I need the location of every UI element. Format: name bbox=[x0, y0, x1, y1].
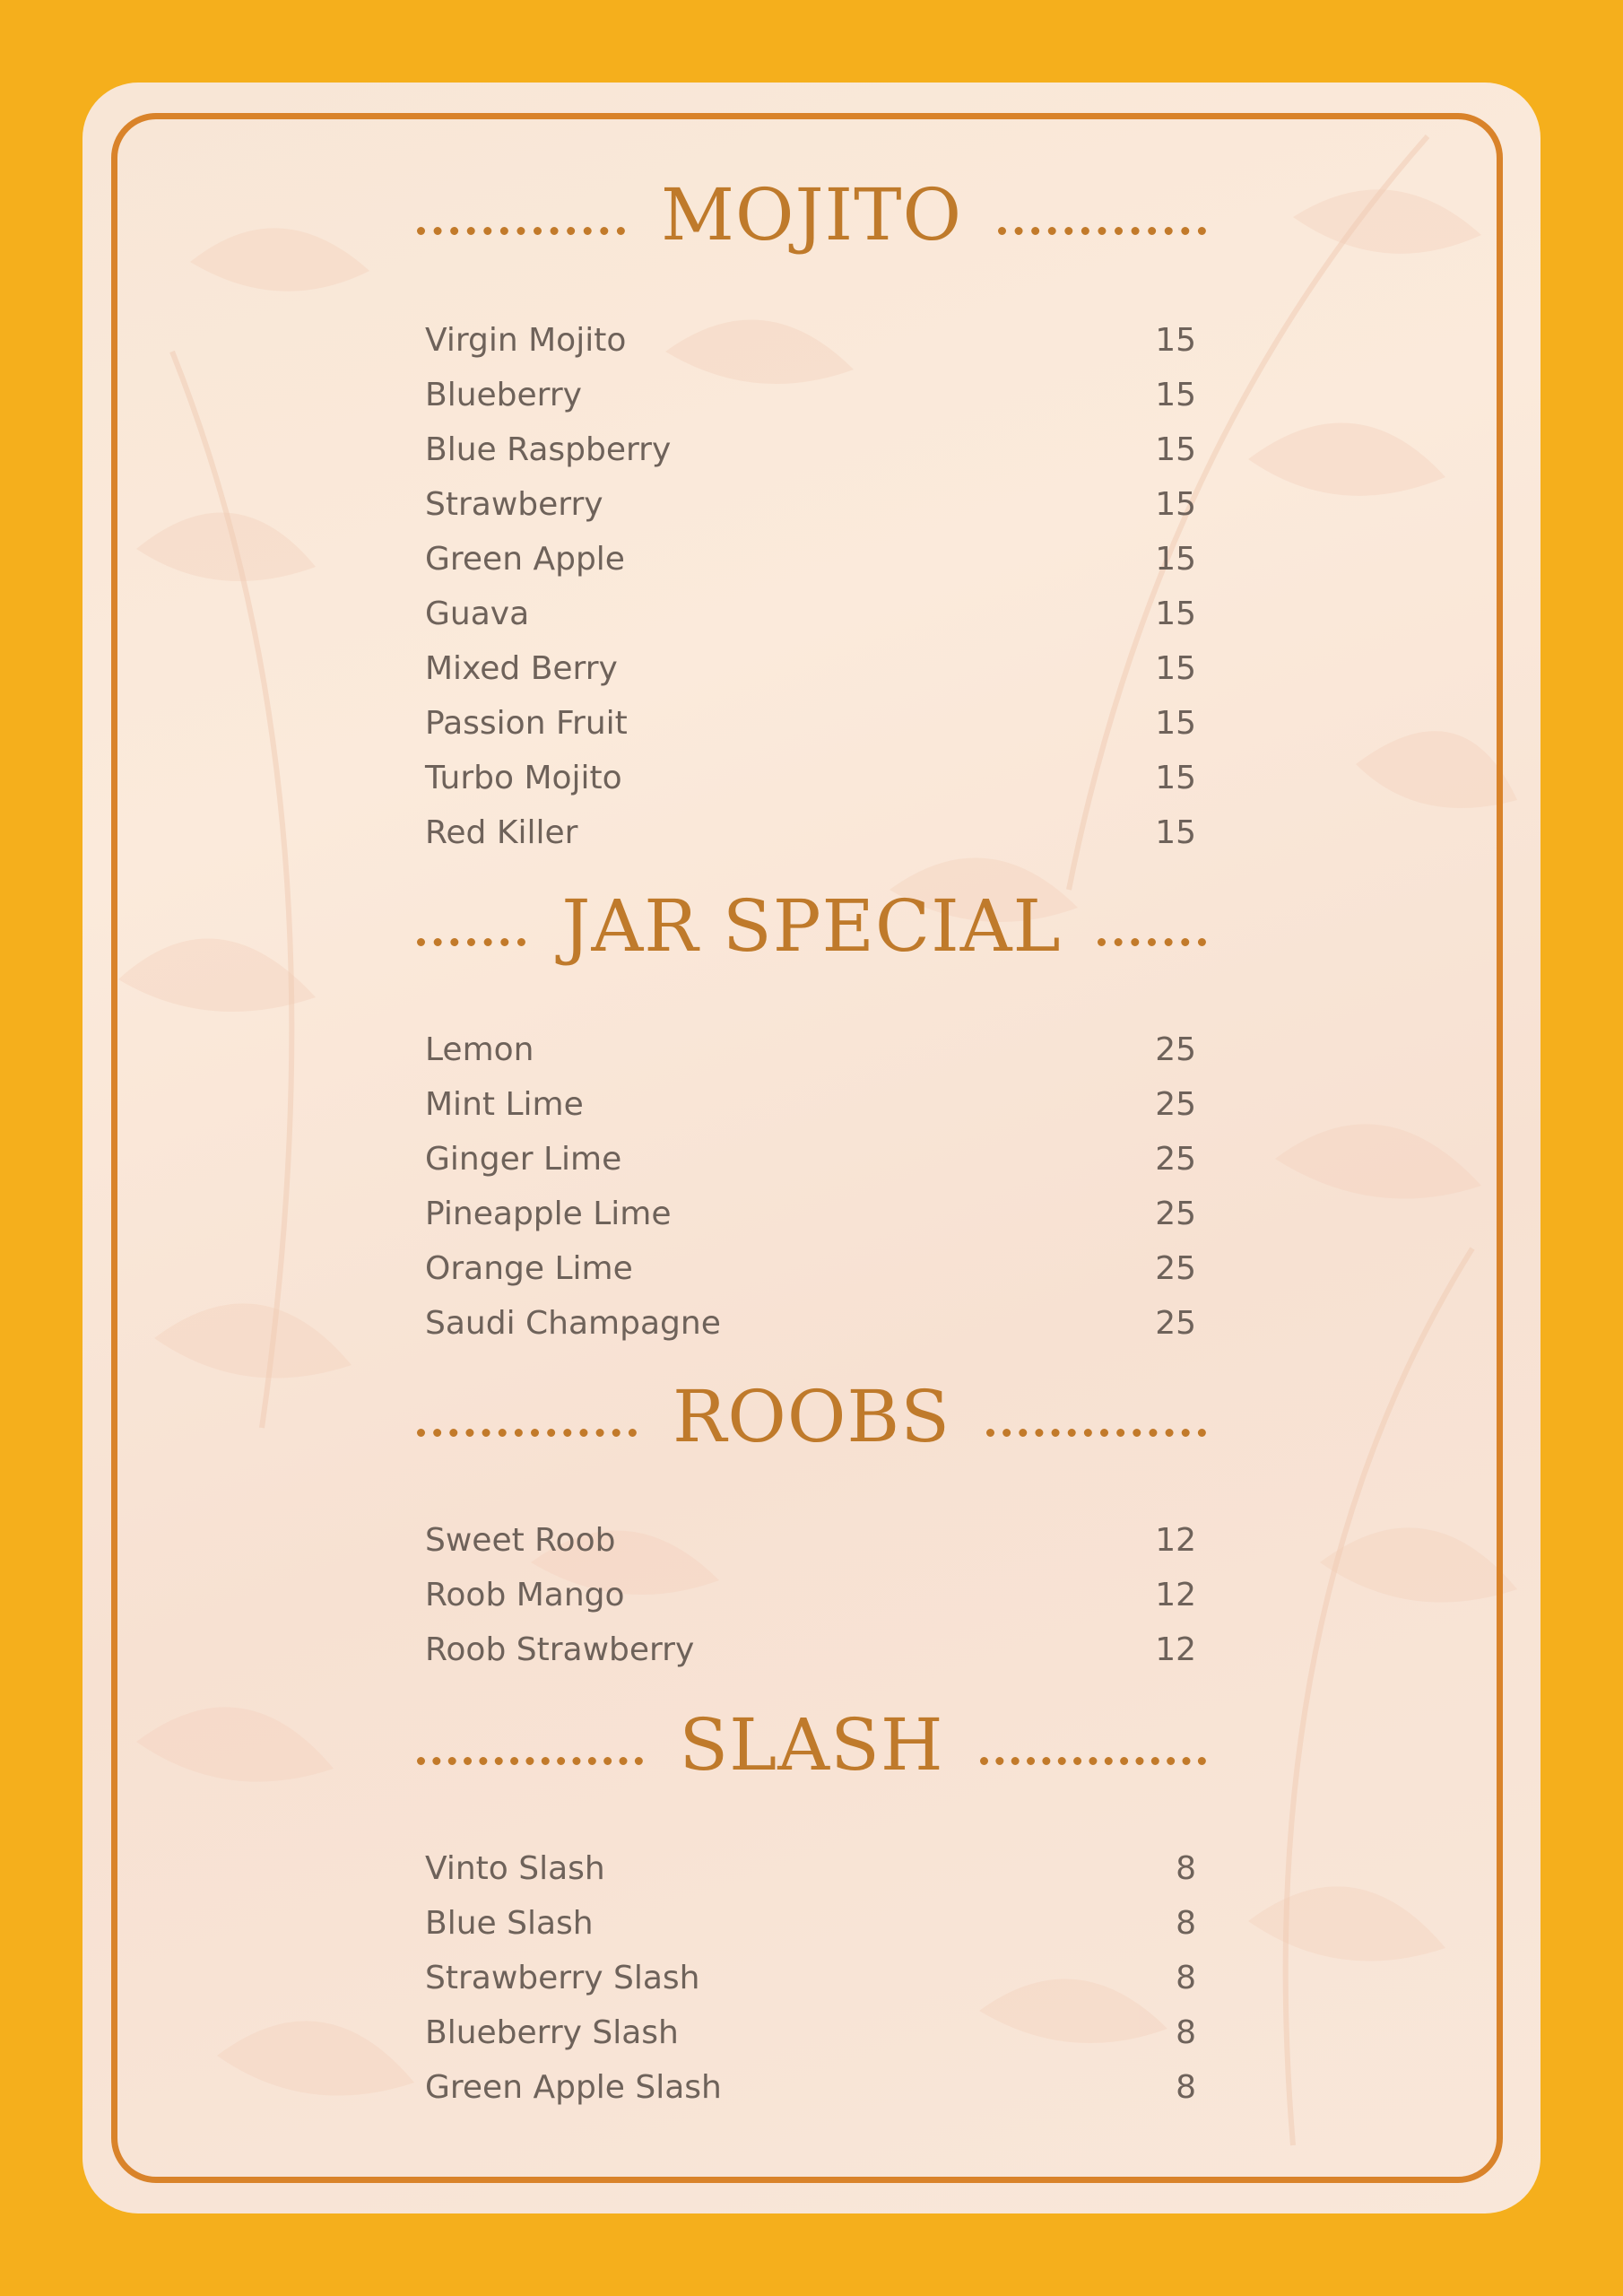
dotted-leader-right bbox=[998, 227, 1206, 235]
menu-item bbox=[425, 1841, 1196, 1896]
section-title-mojito bbox=[417, 173, 1206, 257]
item-price: 25 bbox=[1155, 1141, 1196, 1178]
menu-item bbox=[425, 587, 1196, 641]
item-price: 15 bbox=[1155, 596, 1196, 632]
item-price: 15 bbox=[1155, 541, 1196, 578]
item-price: 15 bbox=[1155, 814, 1196, 851]
item-price: 8 bbox=[1176, 1960, 1196, 1996]
item-name: Strawberry bbox=[425, 486, 603, 523]
menu-item bbox=[425, 1077, 1196, 1132]
menu-item bbox=[425, 1022, 1196, 1077]
item-name: Guava bbox=[425, 596, 530, 632]
item-price: 12 bbox=[1155, 1631, 1196, 1668]
dotted-leader-right bbox=[986, 1429, 1206, 1437]
item-price: 25 bbox=[1155, 1250, 1196, 1287]
menu-item bbox=[425, 1513, 1196, 1568]
dotted-leader-left bbox=[417, 1757, 643, 1765]
menu-item bbox=[425, 1296, 1196, 1351]
menu-item bbox=[425, 1951, 1196, 2005]
item-name: Sweet Roob bbox=[425, 1522, 616, 1559]
dotted-leader-right bbox=[980, 1757, 1206, 1765]
item-name: Pineapple Lime bbox=[425, 1196, 672, 1232]
item-price: 8 bbox=[1176, 1850, 1196, 1887]
item-price: 15 bbox=[1155, 760, 1196, 796]
dotted-leader-left bbox=[417, 1429, 637, 1437]
item-name: Strawberry Slash bbox=[425, 1960, 700, 1996]
menu-item bbox=[425, 751, 1196, 805]
item-name: Orange Lime bbox=[425, 1250, 633, 1287]
section-heading: ROOBS bbox=[673, 1375, 950, 1458]
item-name: Saudi Champagne bbox=[425, 1305, 721, 1342]
item-price: 12 bbox=[1155, 1577, 1196, 1613]
menu-item bbox=[425, 2005, 1196, 2060]
item-name: Lemon bbox=[425, 1031, 534, 1068]
section-title-roobs bbox=[417, 1375, 1206, 1458]
dotted-leader-left bbox=[417, 938, 525, 946]
menu-item bbox=[425, 1896, 1196, 1951]
item-name: Blue Slash bbox=[425, 1905, 594, 1942]
item-price: 25 bbox=[1155, 1031, 1196, 1068]
item-price: 15 bbox=[1155, 486, 1196, 523]
section-items-mojito bbox=[425, 313, 1196, 860]
item-name: Blueberry bbox=[425, 377, 582, 413]
item-name: Blueberry Slash bbox=[425, 2014, 679, 2051]
section-heading: MOJITO bbox=[660, 173, 963, 257]
item-name: Mint Lime bbox=[425, 1086, 584, 1123]
menu-item bbox=[425, 532, 1196, 587]
section-items-jar-special bbox=[425, 1022, 1196, 1351]
item-price: 8 bbox=[1176, 1905, 1196, 1942]
menu-item bbox=[425, 1132, 1196, 1187]
item-name: Ginger Lime bbox=[425, 1141, 622, 1178]
menu-item bbox=[425, 1241, 1196, 1296]
section-title-slash bbox=[417, 1703, 1206, 1787]
section-title-jar-special bbox=[417, 884, 1206, 968]
item-price: 25 bbox=[1155, 1196, 1196, 1232]
menu-item bbox=[425, 313, 1196, 368]
menu-item bbox=[425, 2060, 1196, 2115]
item-price: 8 bbox=[1176, 2014, 1196, 2051]
item-price: 25 bbox=[1155, 1086, 1196, 1123]
dotted-leader-right bbox=[1098, 938, 1206, 946]
section-items-slash bbox=[425, 1841, 1196, 2115]
item-price: 8 bbox=[1176, 2069, 1196, 2106]
item-price: 25 bbox=[1155, 1305, 1196, 1342]
item-price: 15 bbox=[1155, 431, 1196, 468]
menu-item bbox=[425, 696, 1196, 751]
item-name: Vinto Slash bbox=[425, 1850, 605, 1887]
section-heading: SLASH bbox=[679, 1703, 944, 1787]
item-price: 15 bbox=[1155, 705, 1196, 742]
item-name: Turbo Mojito bbox=[425, 760, 622, 796]
section-items-roobs bbox=[425, 1513, 1196, 1677]
menu-item bbox=[425, 1187, 1196, 1241]
menu-item bbox=[425, 805, 1196, 860]
item-price: 15 bbox=[1155, 650, 1196, 687]
menu-item bbox=[425, 641, 1196, 696]
item-price: 15 bbox=[1155, 377, 1196, 413]
menu-item bbox=[425, 477, 1196, 532]
item-name: Blue Raspberry bbox=[425, 431, 672, 468]
item-name: Green Apple Slash bbox=[425, 2069, 722, 2106]
item-name: Roob Mango bbox=[425, 1577, 625, 1613]
dotted-leader-left bbox=[417, 227, 625, 235]
item-name: Virgin Mojito bbox=[425, 322, 627, 359]
menu-item bbox=[425, 1622, 1196, 1677]
item-name: Green Apple bbox=[425, 541, 625, 578]
item-price: 15 bbox=[1155, 322, 1196, 359]
menu-item bbox=[425, 422, 1196, 477]
item-name: Red Killer bbox=[425, 814, 578, 851]
menu-item bbox=[425, 1568, 1196, 1622]
item-name: Mixed Berry bbox=[425, 650, 618, 687]
item-price: 12 bbox=[1155, 1522, 1196, 1559]
menu-item bbox=[425, 368, 1196, 422]
item-name: Roob Strawberry bbox=[425, 1631, 695, 1668]
section-heading: JAR SPECIAL bbox=[561, 884, 1062, 968]
item-name: Passion Fruit bbox=[425, 705, 628, 742]
